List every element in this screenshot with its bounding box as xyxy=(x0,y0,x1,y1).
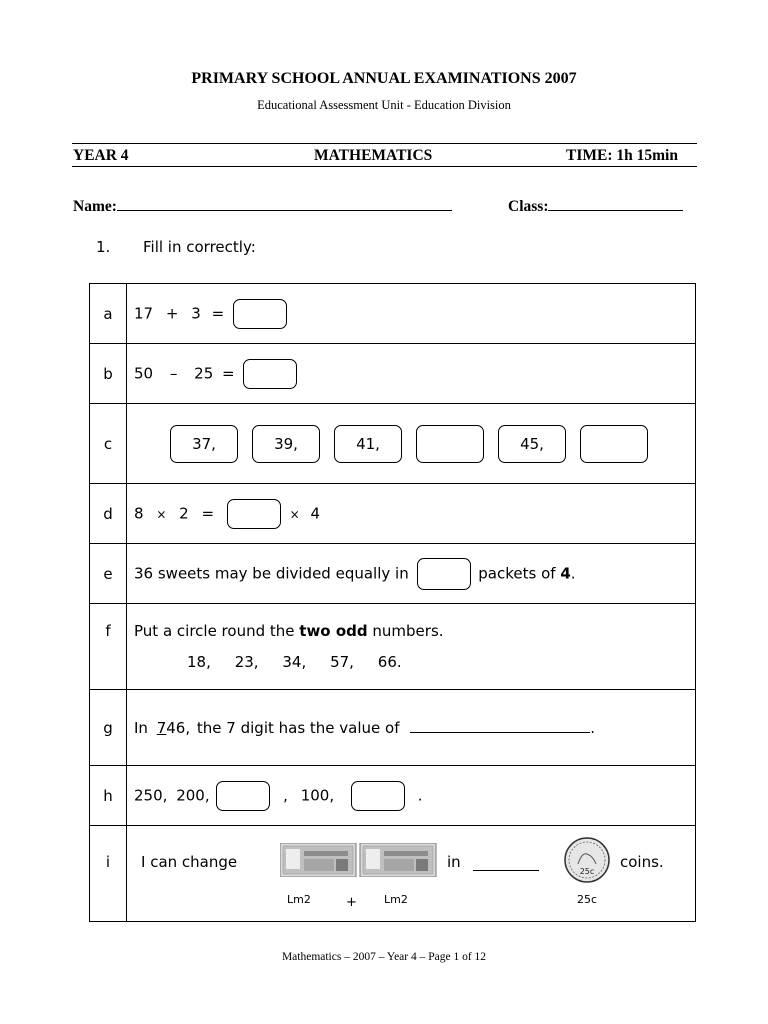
b-eq: = xyxy=(222,364,235,382)
seq-box-5: 45, xyxy=(498,425,566,463)
header-rule-top xyxy=(72,143,697,144)
header-rule-bottom xyxy=(72,166,697,167)
a-n1: 17 xyxy=(134,304,154,322)
row-label-e: e xyxy=(90,544,127,604)
i-text: I can change xyxy=(141,853,238,871)
f-text-before: Put a circle round the xyxy=(134,622,295,640)
row-body-d xyxy=(127,484,696,544)
row-label-i: i xyxy=(90,826,127,922)
answer-box-b[interactable] xyxy=(243,359,297,389)
row-label-c: c xyxy=(90,404,127,484)
a-n2: 3 xyxy=(191,304,201,322)
answer-box-h1[interactable] xyxy=(216,781,270,811)
f-instruction xyxy=(134,622,695,640)
a-op: + xyxy=(165,304,179,322)
name-blank[interactable] xyxy=(117,210,452,211)
row-label-b: b xyxy=(90,344,127,404)
year-label: YEAR 4 xyxy=(73,147,129,164)
svg-text:25c: 25c xyxy=(579,867,595,876)
answer-box-h2[interactable] xyxy=(351,781,405,811)
banknote-2 xyxy=(360,843,436,877)
question-number: 1. xyxy=(96,238,111,256)
row-label-h: h xyxy=(90,766,127,826)
row-body-a xyxy=(127,284,696,344)
answer-box-d[interactable] xyxy=(227,499,281,529)
subject-label: MATHEMATICS xyxy=(314,147,433,164)
i-plus: + xyxy=(346,895,357,910)
question-instruction: Fill in correctly: xyxy=(143,238,256,256)
d-op2: × xyxy=(289,507,300,521)
name-field xyxy=(73,198,452,216)
row-body-i xyxy=(127,826,696,922)
exam-subtitle: Educational Assessment Unit - Education Division xyxy=(257,98,511,112)
row-label-g: g xyxy=(90,690,127,766)
i-in: in xyxy=(447,853,461,871)
row-label-d: d xyxy=(90,484,127,544)
a-eq: = xyxy=(211,304,225,322)
d-eq: = xyxy=(201,504,215,522)
d-n1: 8 xyxy=(134,504,144,522)
row-c xyxy=(90,404,696,484)
b-n2: 25 xyxy=(194,364,214,382)
h-n2: 200, xyxy=(176,786,210,804)
e-end: . xyxy=(570,564,576,582)
answer-box-a[interactable] xyxy=(233,299,287,329)
i-note2-label: Lm2 xyxy=(384,893,408,906)
name-label: Name: xyxy=(73,198,117,215)
exam-title: PRIMARY SCHOOL ANNUAL EXAMINATIONS 2007 xyxy=(191,70,577,87)
row-f xyxy=(90,604,696,690)
h-n3: 100, xyxy=(300,786,335,804)
row-body-c xyxy=(127,404,696,484)
seq-box-3: 41, xyxy=(334,425,402,463)
row-body-g xyxy=(127,690,696,766)
class-label: Class: xyxy=(508,198,549,215)
d-op: × xyxy=(156,507,167,521)
time-label: TIME: 1h 15min xyxy=(566,147,678,164)
page-footer: Mathematics – 2007 – Year 4 – Page 1 of 12 xyxy=(281,951,487,963)
coin-25c-image xyxy=(562,836,612,884)
g-text: the 7 digit has the value of xyxy=(196,718,400,737)
class-field xyxy=(508,198,683,216)
row-body-f xyxy=(127,604,696,690)
b-n1: 50 xyxy=(134,364,154,382)
row-d xyxy=(90,484,696,544)
g-answer-blank[interactable] xyxy=(410,732,590,733)
question-table xyxy=(89,283,696,922)
row-body-b xyxy=(127,344,696,404)
row-body-e xyxy=(127,544,696,604)
f-numbers[interactable]: 18, 23, 34, 57, 66. xyxy=(187,653,402,671)
seq-box-6-answer[interactable] xyxy=(580,425,648,463)
banknotes-image xyxy=(280,843,440,877)
e-text-before: 36 sweets may be divided equally in xyxy=(134,564,409,582)
seq-box-1: 37, xyxy=(170,425,238,463)
i-coins: coins. xyxy=(620,853,664,871)
b-op: – xyxy=(169,364,178,382)
e-text-after: packets of xyxy=(478,564,556,582)
row-a xyxy=(90,284,696,344)
h-sep: , xyxy=(283,786,288,804)
row-label-f: f xyxy=(90,604,127,690)
i-coin-label: 25c xyxy=(577,893,598,906)
i-note1-label: Lm2 xyxy=(287,893,311,906)
seq-box-2: 39, xyxy=(252,425,320,463)
f-bold: two odd xyxy=(299,622,368,640)
f-text-after: numbers. xyxy=(372,622,444,640)
e-bold-number: 4 xyxy=(560,564,571,582)
g-rest-number: 46, xyxy=(166,718,191,737)
i-answer-blank[interactable] xyxy=(473,853,539,871)
row-label-a: a xyxy=(90,284,127,344)
g-prefix: In xyxy=(134,718,148,737)
answer-box-e[interactable] xyxy=(417,558,471,590)
d-n3: 4 xyxy=(310,504,321,522)
row-i xyxy=(90,826,696,922)
g-end: . xyxy=(590,718,596,737)
row-h xyxy=(90,766,696,826)
seq-box-4-answer[interactable] xyxy=(416,425,484,463)
row-b xyxy=(90,344,696,404)
banknote-1 xyxy=(280,843,356,877)
d-n2: 2 xyxy=(179,504,189,522)
row-g xyxy=(90,690,696,766)
h-end: . xyxy=(417,786,423,804)
class-blank[interactable] xyxy=(548,210,683,211)
h-n1: 250, xyxy=(134,786,168,804)
row-body-h xyxy=(127,766,696,826)
g-underlined-digit: 7 xyxy=(156,718,167,737)
row-e xyxy=(90,544,696,604)
